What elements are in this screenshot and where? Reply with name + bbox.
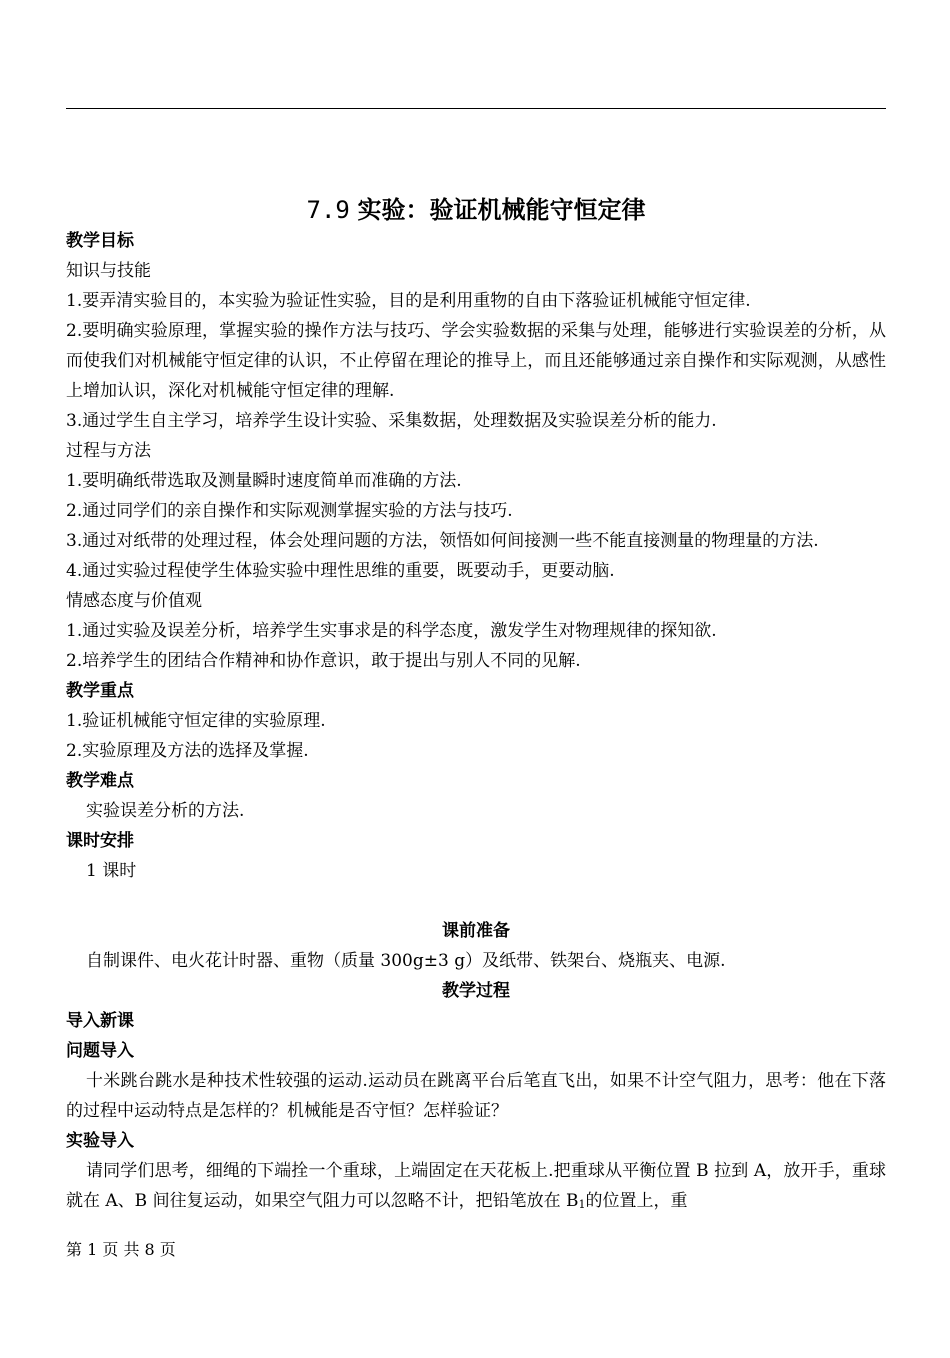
process-item-2: 2.通过同学们的亲自操作和实际观测掌握实验的方法与技巧.: [66, 501, 513, 521]
schedule-heading: 课时安排: [66, 831, 134, 851]
preparation-heading: 课前准备: [442, 921, 510, 941]
process-item-4: 4.通过实验过程使学生体验实验中理性思维的重要，既要动手，更要动脑.: [66, 561, 615, 581]
process-item-3: 3.通过对纸带的处理过程，体会处理问题的方法，领悟如何间接测一些不能直接测量的物理量的方法.: [66, 531, 819, 551]
page-title: [66, 190, 886, 230]
knowledge-item-1: 1.要弄清实验目的，本实验为验证性实验，目的是利用重物的自由下落验证机械能守恒定律.: [66, 291, 751, 311]
knowledge-item-2: 2.要明确实验原理，掌握实验的操作方法与技巧、学会实验数据的采集与处理，能够进行实验误差的分析，从而使我们对机械能守恒定律的认识，不止停留在理论的推导上，而且还能够通过亲自操作和实际观测，从感性上增加认识，深化对机械能守恒定律的理解.: [66, 321, 886, 401]
page-footer: 第 1 页 共 8 页: [66, 1240, 176, 1259]
document-body: [66, 190, 886, 1220]
emotion-heading: 情感态度与价值观: [66, 591, 202, 611]
experiment-paragraph: [66, 1156, 886, 1220]
difficulties-heading: 教学难点: [66, 771, 134, 791]
title-text: 实验：验证机械能守恒定律: [357, 196, 646, 224]
difficulties-text: 实验误差分析的方法.: [86, 801, 245, 821]
process-section-heading: 教学过程: [442, 981, 510, 1001]
preparation-text: 自制课件、电火花计时器、重物（质量 300g±3 g）及纸带、铁架台、烧瓶夹、电源.: [86, 951, 726, 971]
spacer: [66, 886, 886, 916]
experiment-heading: 实验导入: [66, 1131, 134, 1151]
objectives-heading: 教学目标: [66, 231, 134, 251]
schedule-text: 1 课时: [86, 861, 137, 881]
emotion-item-2: 2.培养学生的团结合作精神和协作意识，敢于提出与别人不同的见解.: [66, 651, 581, 671]
intro-heading: 导入新课: [66, 1011, 134, 1031]
knowledge-item-3: 3.通过学生自主学习，培养学生设计实验、采集数据，处理数据及实验误差分析的能力.: [66, 411, 717, 431]
process-heading: 过程与方法: [66, 441, 151, 461]
knowledge-heading: 知识与技能: [66, 261, 151, 281]
process-item-1: 1.要明确纸带选取及测量瞬时速度简单而准确的方法.: [66, 471, 462, 491]
experiment-subscript: 1: [578, 1198, 586, 1211]
title-number: 7.9: [306, 196, 350, 224]
emotion-item-1: 1.通过实验及误差分析，培养学生实事求是的科学态度，激发学生对物理规律的探知欲.: [66, 621, 717, 641]
experiment-text-before: 请同学们思考，细绳的下端拴一个重球，上端固定在天花板上.把重球从平衡位置 B 拉到 A，放开手，重球就在 A、B 间往复运动，如果空气阻力可以忽略不计，把铅笔放在 B: [66, 1161, 886, 1211]
key-point-2: 2.实验原理及方法的选择及掌握.: [66, 741, 309, 761]
key-point-1: 1.验证机械能守恒定律的实验原理.: [66, 711, 326, 731]
question-text: 十米跳台跳水是种技术性较强的运动.运动员在跳离平台后笔直飞出，如果不计空气阻力，思考：他在下落的过程中运动特点是怎样的？机械能是否守恒？怎样验证？: [66, 1071, 886, 1121]
header-rule: [66, 108, 886, 109]
question-heading: 问题导入: [66, 1041, 134, 1061]
experiment-text-after: 的位置上，重: [585, 1191, 688, 1211]
key-points-heading: 教学重点: [66, 681, 134, 701]
